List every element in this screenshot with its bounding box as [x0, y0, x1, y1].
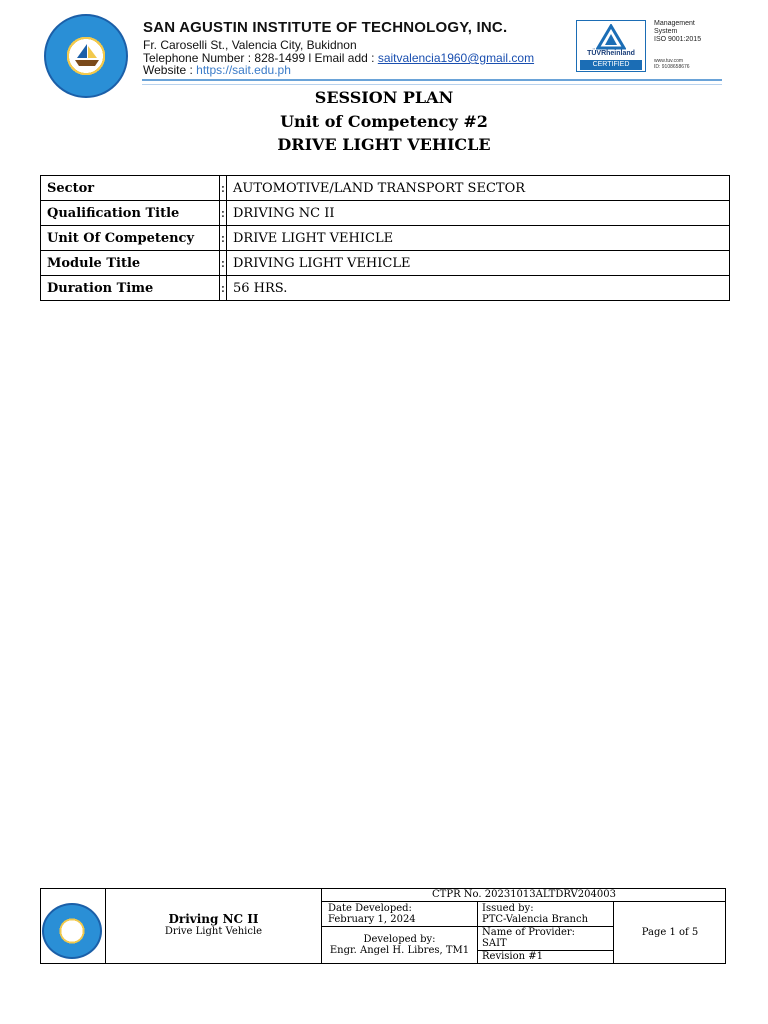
ctpr-number: CTPR No. 20231013ALTDRV204003	[432, 889, 616, 900]
certifier-name: TÜVRheinland	[587, 50, 635, 57]
row-separator: :	[220, 276, 227, 301]
mgmt-line-2: System	[654, 28, 678, 35]
mgmt-line-1: Management	[654, 20, 695, 27]
provider-label: Name of Provider:	[482, 927, 576, 938]
school-logo	[44, 14, 128, 98]
date-developed-value: February 1, 2024	[328, 914, 416, 925]
footer-school-logo	[42, 903, 102, 959]
row-label: Sector	[41, 176, 220, 201]
header-rule	[142, 79, 722, 81]
footer-divider	[477, 901, 478, 964]
management-system-text	[654, 20, 720, 44]
row-separator: :	[220, 176, 227, 201]
developed-by-value: Engr. Angel H. Libres, TM1	[329, 945, 470, 956]
row-value: DRIVING NC II	[227, 201, 730, 226]
row-label: Unit Of Competency	[41, 226, 220, 251]
row-label: Qualification Title	[41, 201, 220, 226]
email-link[interactable]: saitvalencia1960@gmail.com	[377, 51, 535, 65]
page-number: Page 1 of 5	[641, 927, 699, 938]
course-title: Driving NC II	[168, 912, 259, 926]
table-row	[41, 251, 730, 276]
website-line	[143, 63, 291, 77]
row-value: DRIVE LIGHT VEHICLE	[227, 226, 730, 251]
provider-value: SAIT	[482, 938, 507, 949]
row-separator: :	[220, 201, 227, 226]
course-subtitle: Drive Light Vehicle	[164, 926, 263, 937]
row-value: DRIVING LIGHT VEHICLE	[227, 251, 730, 276]
unit-title: Unit of Competency #2	[280, 112, 488, 131]
session-info-table	[40, 175, 730, 301]
issued-by-label: Issued by:	[482, 903, 534, 914]
ship-icon	[73, 42, 101, 68]
row-separator: :	[220, 251, 227, 276]
developed-by-label: Developed by:	[363, 934, 436, 945]
table-row	[41, 176, 730, 201]
website-link[interactable]: https://sait.edu.ph	[196, 63, 291, 77]
mgmt-line-3: ISO 9001:2015	[654, 36, 702, 43]
row-value: AUTOMOTIVE/LAND TRANSPORT SECTOR	[227, 176, 730, 201]
website-label: Website :	[143, 63, 197, 77]
competency-title: DRIVE LIGHT VEHICLE	[277, 135, 491, 154]
tuv-triangle-icon	[596, 24, 626, 50]
certified-label: CERTIFIED	[580, 60, 642, 70]
revision-number: Revision #1	[482, 951, 544, 962]
table-row	[41, 201, 730, 226]
row-label: Module Title	[41, 251, 220, 276]
mgmt-site: www.tuv.com	[654, 58, 684, 64]
row-separator: :	[220, 226, 227, 251]
table-row	[41, 226, 730, 251]
table-row	[41, 276, 730, 301]
date-developed-label: Date Developed:	[328, 903, 412, 914]
issued-by-value: PTC-Valencia Branch	[482, 914, 589, 925]
institution-address: Fr. Caroselli St., Valencia City, Bukidnon	[143, 38, 357, 52]
institution-name: SAN AGUSTIN INSTITUTE OF TECHNOLOGY, INC.	[143, 19, 508, 36]
mgmt-id-number: ID: 9108658676	[654, 64, 690, 70]
footer-divider	[321, 901, 726, 902]
header-rule-thin	[142, 84, 722, 85]
certificate-id	[654, 58, 720, 70]
row-label: Duration Time	[41, 276, 220, 301]
document-title: SESSION PLAN	[314, 88, 454, 107]
row-value: 56 HRS.	[227, 276, 730, 301]
telephone-text: Telephone Number : 828-1499 l Email add :	[143, 51, 378, 65]
